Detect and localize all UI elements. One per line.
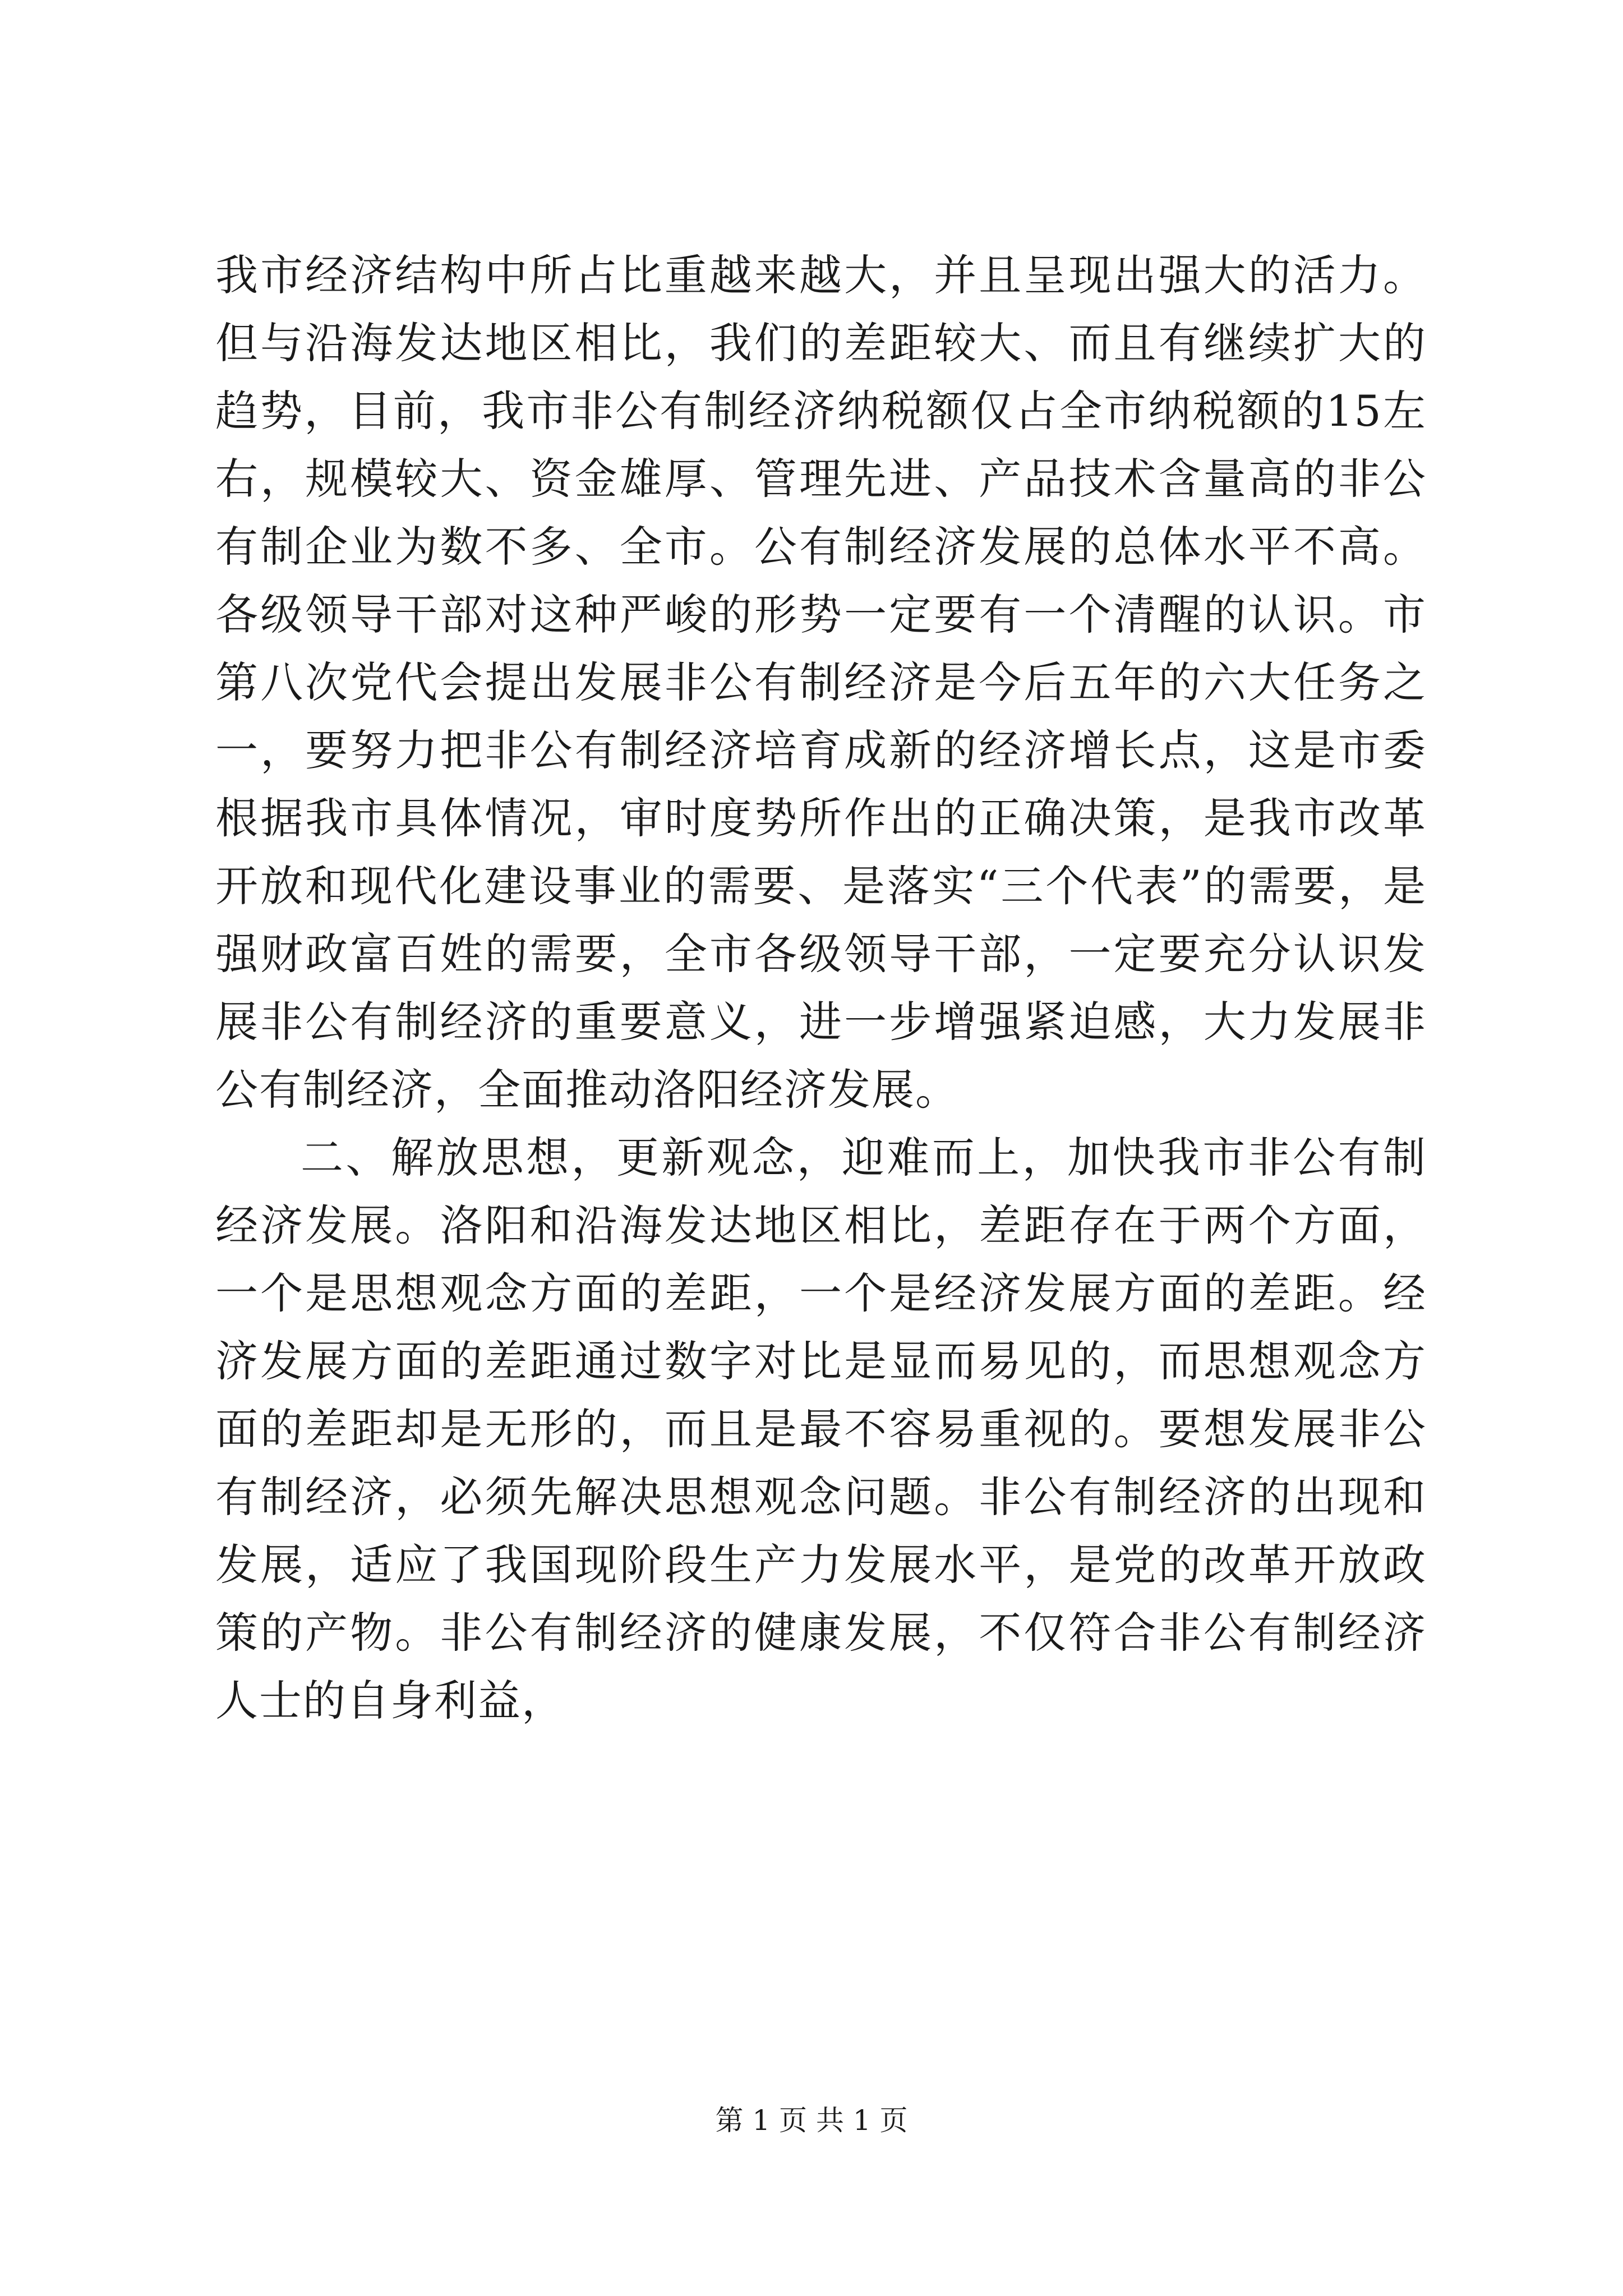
body-paragraph-section-two: 二、解放思想，更新观念，迎难而上，加快我市非公有制经济发展。洛阳和沿海发达地区相比，差距存在于两个方面，一个是思想观念方面的差距，一个是经济发展方面的差距。经济发展方面的差距通过数字对比是显而易见的，而思想观念方面的差距却是无形的，而且是最不容易重视的。要想发展非公有制经济，必须先解决思想观念问题。非公有制经济的出现和发展，适应了我国现阶段生产力发展水平，是党的改革开放政策的产物。非公有制经济的健康发展，不仅符合非公有制经济人士的自身利益， (215, 1133, 1427, 1726)
document-body (215, 241, 1427, 1734)
body-paragraph-continuation: 我市经济结构中所占比重越来越大，并且呈现出强大的活力。但与沿海发达地区相比，我们的差距较大、而且有继续扩大的趋势，目前，我市非公有制经济纳税额仅占全市纳税额的15左右，规模较大、资金雄厚、管理先进、产品技术含量高的非公有制企业为数不多、全市。公有制经济发展的总体水平不高。各级领导干部对这种严峻的形势一定要有一个清醒的认识。市第八次党代会提出发展非公有制经济是今后五年的六大任务之一，要努力把非公有制经济培育成新的经济增长点，这是市委根据我市具体情况，审时度势所作出的正确决策，是我市改革开放和现代化建设事业的需要、是落实“三个代表”的需要，是强财政富百姓的需要，全市各级领导干部，一定要充分认识发展非公有制经济的重要意义，进一步增强紧迫感，大力发展非公有制经济，全面推动洛阳经济发展。 (215, 250, 1427, 1115)
page-footer: 第 1 页 共 1 页 (715, 2104, 908, 2137)
